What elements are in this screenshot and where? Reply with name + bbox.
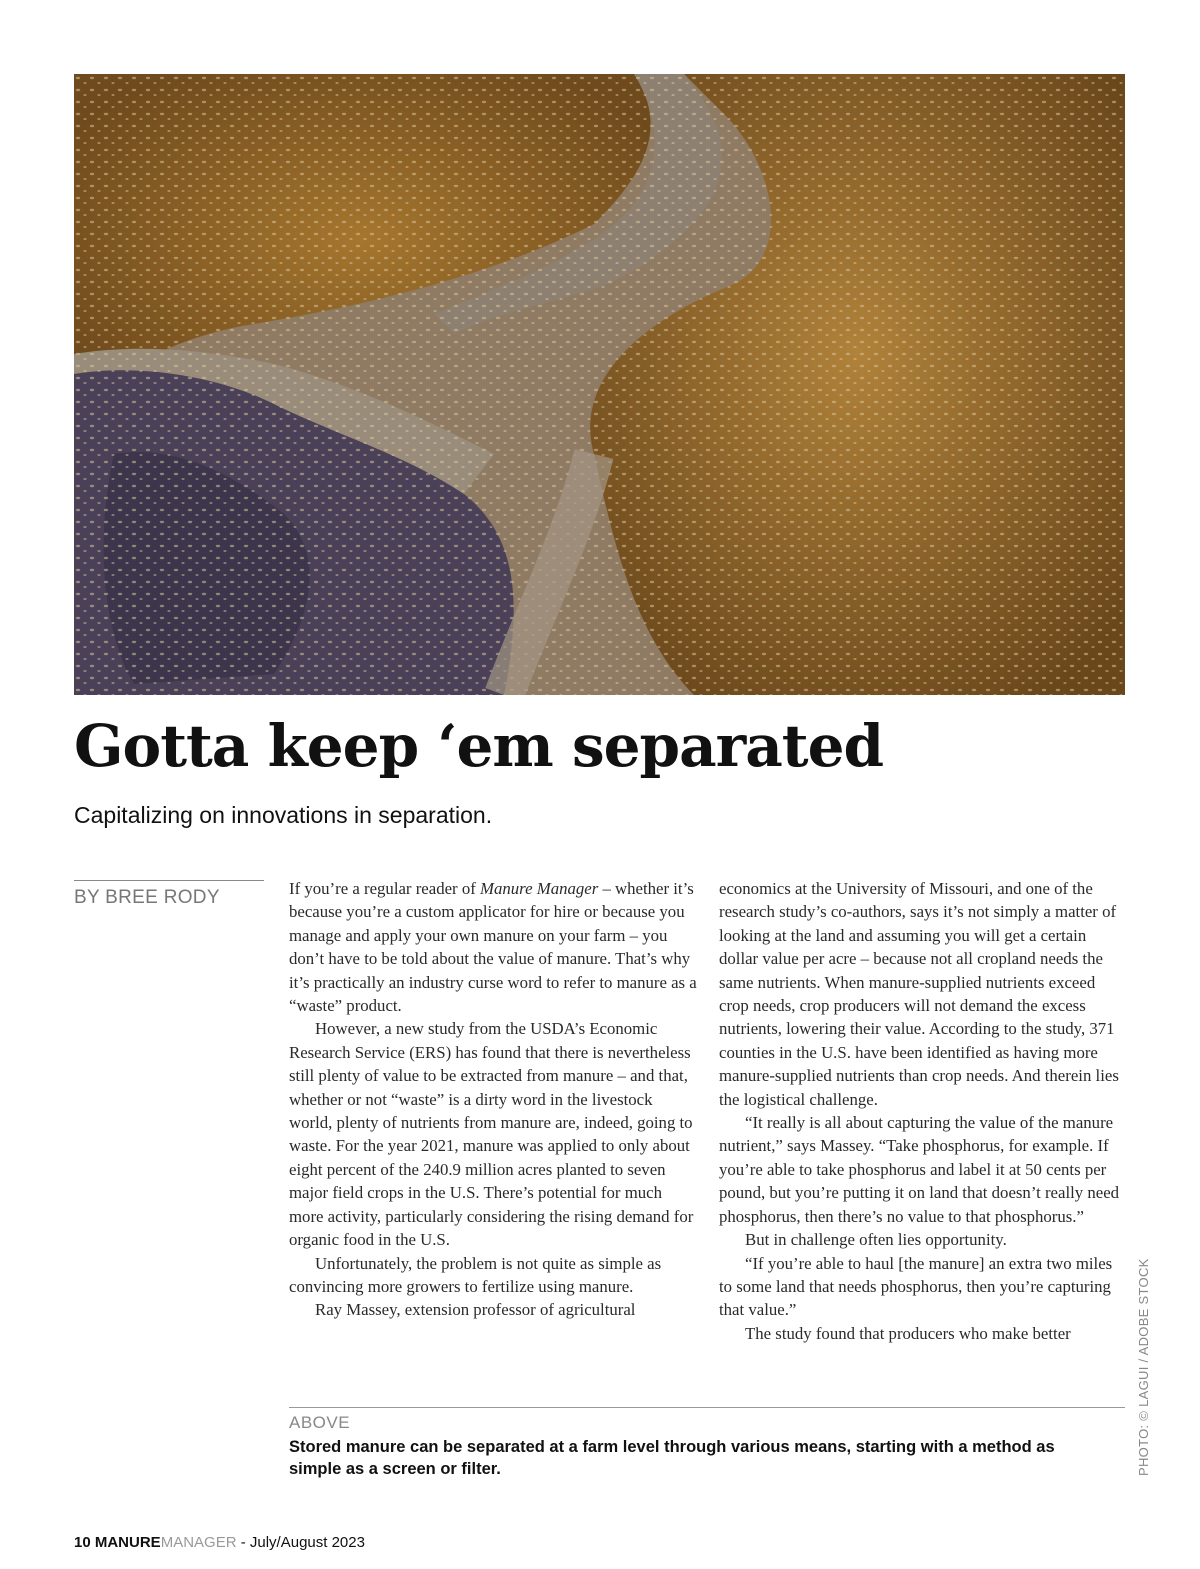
article-column-2 [719, 877, 1127, 1345]
magazine-name-light: MANAGER [160, 1534, 237, 1551]
photo-credit: PHOTO: © LAGUI / ADOBE STOCK [1136, 1258, 1151, 1476]
paragraph: Ray Massey, extension professor of agricultural [315, 1300, 636, 1320]
hero-photo [74, 74, 1125, 695]
byline-divider [74, 880, 264, 881]
photo-caption: Stored manure can be separated at a farm level through various means, starting with a method as simple as a screen or filter. [289, 1438, 1055, 1478]
paragraph: The study found that producers who make better [745, 1323, 1071, 1343]
issue-date: - July/August 2023 [236, 1534, 365, 1551]
article-column-1 [289, 877, 697, 1322]
caption-label: ABOVE [289, 1413, 351, 1432]
paragraph-text: If you’re a regular reader of [289, 879, 481, 898]
paragraph-text: – whether it’s because you’re a custom applicator for hire or because you manage and apply your own manure on your farm – you don’t have to be told about the value of manure. That’s why it’s practically an industry curse word to refer to manure as a “waste” product. [289, 879, 697, 1016]
page-number: 10 [74, 1534, 95, 1551]
paragraph: However, a new study from the USDA’s Economic Research Service (ERS) has found that there is nevertheless still plenty of value to be extracted from manure – and that, whether or not “waste” is a dirty word in the livestock world, plenty of nutrients from manure are, indeed, going to waste. For the year 2021, manure was applied to only about eight percent of the 240.9 million acres planted to seven major field crops in the U.S. There’s potential for much more activity, particularly considering the rising demand for organic food in the U.S. [289, 1019, 694, 1250]
magazine-title-italic: Manure Manager [480, 879, 599, 898]
manure-lagoon-photo [74, 74, 1125, 695]
paragraph: economics at the University of Missouri, and one of the research study’s co-authors, says it’s not simply a matter of looking at the land and assuming you will get a certain dollar value per acre – because not all cropland needs the same nutrients. When manure-supplied nutrients exceed crop needs, crop producers will not demand the excess nutrients, lowering their value. According to the study, 371 counties in the U.S. have been identified as having more manure-supplied nutrients than crop needs. And therein lies the logistical challenge. [719, 879, 1119, 1109]
magazine-name-bold: MANURE [94, 1534, 161, 1551]
paragraph: But in challenge often lies opportunity. [745, 1230, 1007, 1250]
paragraph: “It really is all about capturing the value of the manure nutrient,” says Massey. “Take phosphorus, for example. If you’re able to take phosphorus and label it at 50 cents per pound, but you’re putting it on land that doesn’t really need phosphorus, then there’s no value to that phosphorus.” [719, 1113, 1120, 1226]
article-headline: Gotta keep ‘em separated [74, 712, 884, 780]
paragraph: Unfortunately, the problem is not quite as simple as convincing more growers to fertilize using manure. [289, 1253, 662, 1296]
page-footer [74, 1534, 365, 1551]
article-deck: Capitalizing on innovations in separation. [74, 802, 493, 828]
caption-divider [289, 1407, 1125, 1408]
byline: BY BREE RODY [74, 887, 220, 908]
paragraph [289, 877, 697, 1017]
paragraph: “If you’re able to haul [the manure] an extra two miles to some land that needs phosphorus, then you’re capturing that value.” [719, 1253, 1113, 1320]
